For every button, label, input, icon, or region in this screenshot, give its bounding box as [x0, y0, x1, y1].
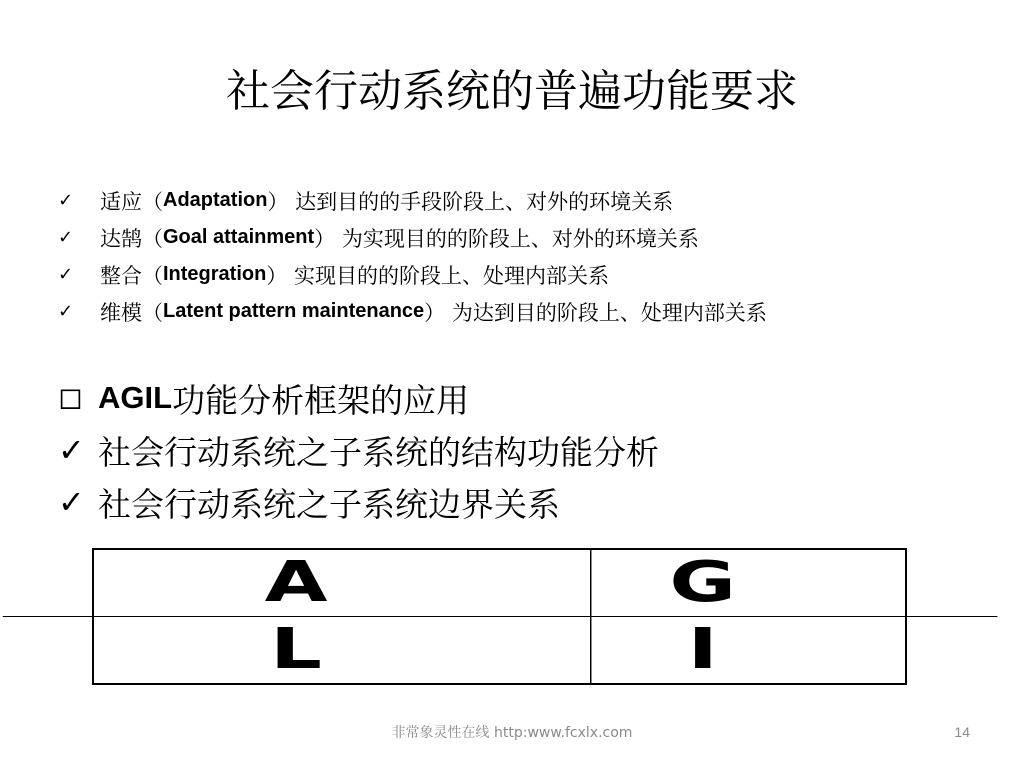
check-icon: ✓: [58, 300, 74, 322]
agil-cell-i: I: [687, 616, 718, 682]
list-item-latent-pattern: [58, 293, 998, 330]
analysis-heading-cn: 功能分析框架的应用: [172, 380, 470, 420]
check-icon: ✓: [58, 226, 74, 248]
function-description: ） 实现目的的阶段上、处理内部关系: [266, 263, 610, 288]
agil-table: [92, 548, 907, 685]
function-name-cn: 维模（: [100, 300, 163, 325]
analysis-item: [58, 476, 998, 528]
agil-cell-g: G: [408, 550, 996, 617]
check-icon: ✓: [58, 263, 74, 285]
function-name-cn: 达鹄（: [100, 226, 163, 251]
function-name-cn: 适应（: [100, 189, 163, 214]
function-name-en: Goal attainment: [163, 226, 315, 248]
analysis-item: [58, 424, 998, 476]
function-name-cn: 整合（: [100, 263, 163, 288]
check-icon: ✓: [58, 431, 85, 469]
agil-cell-l: L: [3, 617, 591, 684]
function-name-en: Latent pattern maintenance: [163, 300, 425, 322]
footer-text: 非常象灵性在线 http:www.fcxlx.com: [391, 725, 633, 741]
slide-title: 社会行动系统的普遍功能要求: [226, 66, 798, 117]
list-item-adaptation: [58, 182, 998, 219]
function-description: ） 为达到目的阶段上、处理内部关系: [424, 300, 767, 325]
function-description: ） 达到目的的手段阶段上、对外的环境关系: [267, 189, 674, 214]
list-item-integration: [58, 256, 998, 293]
analysis-item-text: 社会行动系统之子系统的结构功能分析: [98, 432, 659, 472]
analysis-item-text: 社会行动系统之子系统边界关系: [98, 484, 560, 524]
analysis-heading: [58, 372, 998, 424]
function-name-en: Adaptation: [163, 189, 268, 211]
check-icon: ✓: [58, 483, 85, 521]
function-description: ） 为实现目的的阶段上、对外的环境关系: [314, 226, 699, 251]
list-item-goal-attainment: [58, 219, 998, 256]
square-box-icon: ◻: [58, 380, 83, 415]
analysis-heading-en: AGIL: [98, 380, 173, 415]
function-name-en: Integration: [163, 263, 267, 285]
agil-cell-a: A: [3, 550, 591, 617]
page-number: 14: [954, 724, 970, 740]
check-icon: ✓: [58, 189, 74, 211]
analysis-list: [58, 372, 998, 528]
function-list: [58, 182, 998, 330]
